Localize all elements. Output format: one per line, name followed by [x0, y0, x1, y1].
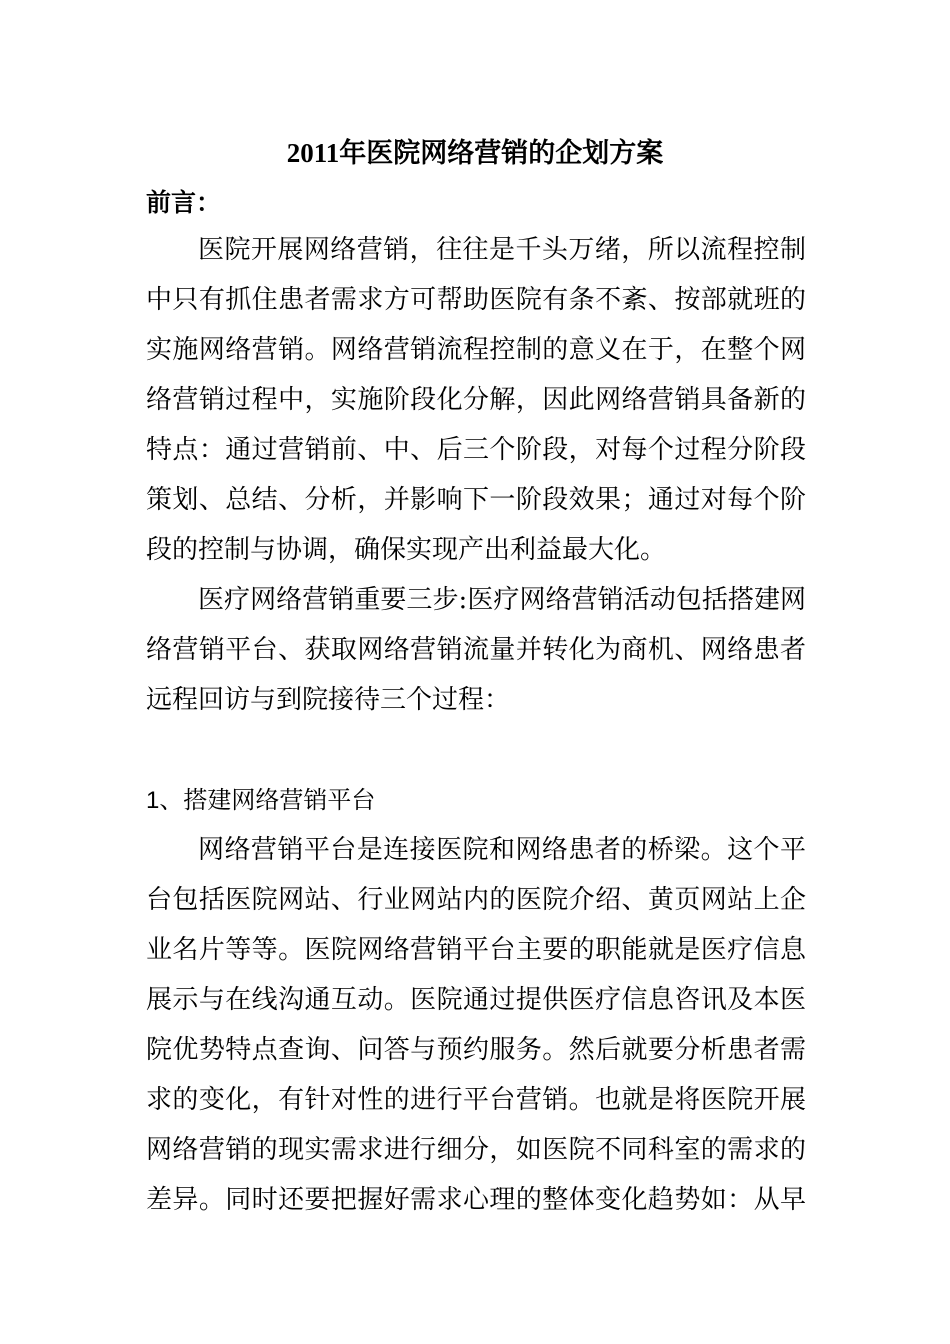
- section-number: 1: [146, 787, 160, 814]
- paragraph-line: 策划、总结、分析，并影响下一阶段效果；通过对每个阶: [146, 485, 806, 515]
- section-heading: [146, 783, 375, 818]
- foreword-label: 前言：: [146, 188, 222, 217]
- paragraph-line: 业名片等等。医院网络营销平台主要的职能就是医疗信息: [146, 935, 806, 965]
- document-title: 2011年医院网络营销的企划方案: [286, 138, 664, 168]
- paragraph-line: 段的控制与协调，确保实现产出利益最大化。: [146, 535, 667, 565]
- section-heading-text: 、搭建网络营销平台: [159, 786, 376, 814]
- paragraph-line: 差异。同时还要把握好需求心理的整体变化趋势如：从早: [146, 1185, 806, 1215]
- paragraph-line: 网络营销平台是连接医院和网络患者的桥梁。这个平: [198, 835, 806, 865]
- paragraph-line: 络营销过程中，实施阶段化分解，因此网络营销具备新的: [146, 385, 806, 415]
- paragraph-line: 远程回访与到院接待三个过程：: [146, 685, 511, 715]
- paragraph-line: 中只有抓住患者需求方可帮助医院有条不紊、按部就班的: [146, 285, 806, 315]
- paragraph-line: 求的变化，有针对性的进行平台营销。也就是将医院开展: [146, 1085, 806, 1115]
- paragraph-line: 特点：通过营销前、中、后三个阶段，对每个过程分阶段: [146, 435, 806, 465]
- paragraph-line: 络营销平台、获取网络营销流量并转化为商机、网络患者: [146, 635, 806, 665]
- paragraph-line: 网络营销的现实需求进行细分，如医院不同科室的需求的: [146, 1135, 806, 1165]
- paragraph-line: 台包括医院网站、行业网站内的医院介绍、黄页网站上企: [146, 885, 806, 915]
- paragraph-line: 医疗网络营销重要三步:医疗网络营销活动包括搭建网: [198, 585, 806, 615]
- paragraph-line: 医院开展网络营销，往往是千头万绪，所以流程控制: [198, 235, 806, 265]
- paragraph-line: 展示与在线沟通互动。医院通过提供医疗信息咨讯及本医: [146, 985, 806, 1015]
- paragraph-line: 院优势特点查询、问答与预约服务。然后就要分析患者需: [146, 1035, 806, 1065]
- paragraph-line: 实施网络营销。网络营销流程控制的意义在于，在整个网: [146, 335, 806, 365]
